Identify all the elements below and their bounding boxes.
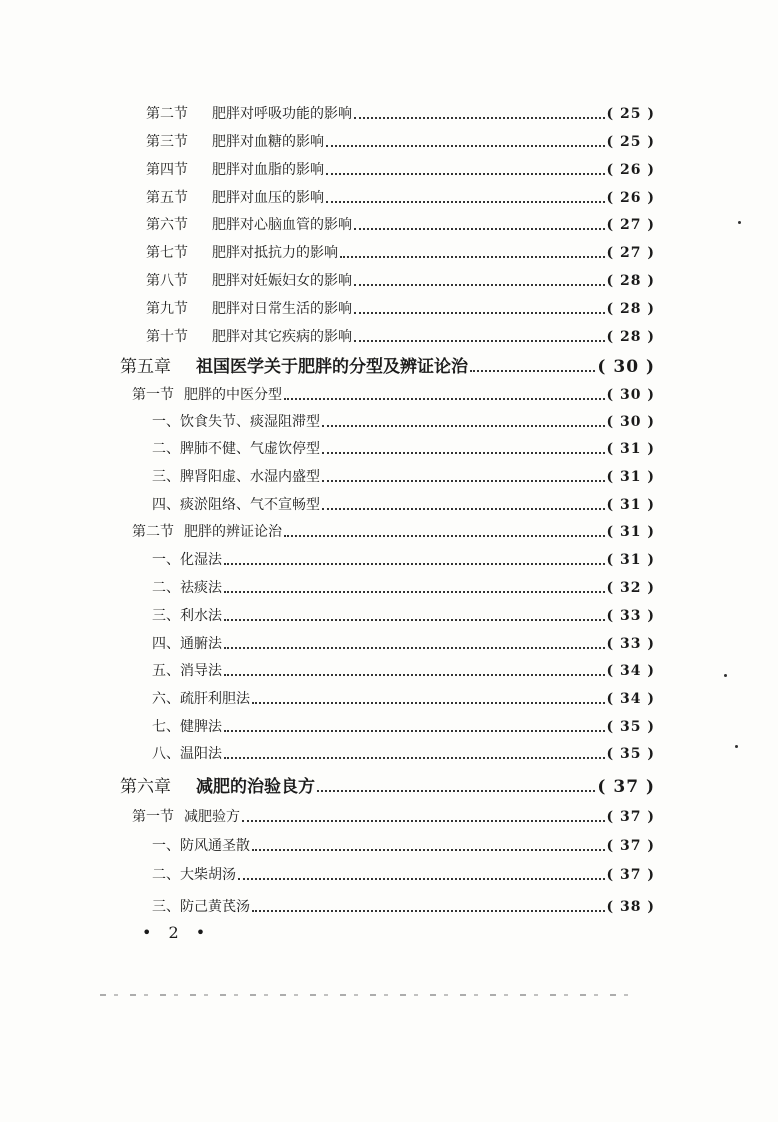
toc-entry [146, 187, 655, 209]
toc-entry-page: ( 31 ) [606, 552, 655, 568]
toc-entry-number: 第六节 [146, 217, 188, 233]
toc-entry [152, 466, 655, 488]
dot-leader [224, 619, 605, 621]
scan-speck [724, 674, 727, 677]
dot-leader [326, 173, 605, 175]
toc-entry [132, 521, 655, 543]
toc-entry-page: ( 37 ) [606, 809, 655, 825]
toc-entry-number: 第四节 [146, 162, 188, 178]
dot-leader [224, 647, 605, 649]
toc-entry [152, 633, 655, 655]
toc-entry-page: ( 35 ) [606, 719, 655, 735]
toc-entry-title: 肥胖对呼吸功能的影响 [212, 106, 352, 122]
toc-entry-number: 第二节 [132, 524, 174, 540]
scan-speck [735, 745, 738, 748]
toc-entry [152, 411, 655, 433]
toc-entry-title: 温阳法 [180, 746, 222, 762]
toc-entry-number: 第五节 [146, 190, 188, 206]
dot-leader [354, 312, 605, 314]
toc-entry [152, 896, 655, 918]
toc-entry-page: ( 33 ) [606, 636, 655, 652]
toc-entry [152, 716, 655, 738]
dot-leader [354, 284, 605, 286]
toc-entry-title: 脾肾阳虚、水湿内盛型 [180, 469, 320, 485]
dot-leader [470, 370, 595, 372]
toc-entry-title: 防风通圣散 [180, 838, 250, 854]
toc-entry-title: 通腑法 [180, 636, 222, 652]
toc-entry-page: ( 26 ) [606, 190, 655, 206]
toc-entry-number: 三、 [152, 899, 180, 915]
toc-entry-page: ( 25 ) [606, 134, 655, 150]
toc-entry-page: ( 30 ) [606, 387, 655, 403]
dot-leader [252, 702, 605, 704]
toc-entry-number: 七、 [152, 719, 180, 735]
toc-entry-title: 肥胖对其它疾病的影响 [212, 329, 352, 345]
dot-leader [224, 730, 605, 732]
toc-entry-title: 肥胖的辨证论治 [184, 524, 282, 540]
toc-entry [152, 494, 655, 516]
toc-entry [120, 776, 655, 798]
toc-entry [152, 577, 655, 599]
toc-entry-number: 一、 [152, 414, 180, 430]
dot-leader [252, 910, 605, 912]
toc-entry-number: 五、 [152, 663, 180, 679]
toc-entry-number: 一、 [152, 838, 180, 854]
dot-leader [322, 452, 605, 454]
toc-entry-title: 减肥的治验良方 [196, 777, 315, 797]
toc-entry-number: 第三节 [146, 134, 188, 150]
toc-entry-title: 大柴胡汤 [180, 867, 236, 883]
toc-entry-title: 肥胖对妊娠妇女的影响 [212, 273, 352, 289]
toc-entry [132, 384, 655, 406]
toc-entry [146, 131, 655, 153]
toc-entry-title: 化湿法 [180, 552, 222, 568]
toc-entry-page: ( 30 ) [606, 414, 655, 430]
toc-entry-title: 脾肺不健、气虚饮停型 [180, 441, 320, 457]
toc-entry [152, 605, 655, 627]
toc-entry-number: 四、 [152, 497, 180, 513]
toc-entry-title: 祛痰法 [180, 580, 222, 596]
toc-entry-title: 健脾法 [180, 719, 222, 735]
toc-entry-page: ( 35 ) [606, 746, 655, 762]
toc-entry-number: 第二节 [146, 106, 188, 122]
dot-leader [317, 790, 595, 792]
dot-leader [322, 508, 605, 510]
toc-entry-title: 减肥验方 [184, 809, 240, 825]
toc-entry [146, 159, 655, 181]
toc-entry [146, 326, 655, 348]
toc-entry-title: 防己黄芪汤 [180, 899, 250, 915]
toc-entry-page: ( 31 ) [606, 441, 655, 457]
dot-leader [224, 563, 605, 565]
toc-entry-title: 肥胖对血脂的影响 [212, 162, 324, 178]
toc-entry [152, 660, 655, 682]
toc-entry-title: 疏肝利胆法 [180, 691, 250, 707]
toc-entry-number: 第七节 [146, 245, 188, 261]
toc-entry [152, 835, 655, 857]
toc-entry-title: 消导法 [180, 663, 222, 679]
scan-artifact-line [100, 994, 630, 996]
toc-entry [146, 242, 655, 264]
toc-entry-number: 第一节 [132, 387, 174, 403]
toc-entry-title: 肥胖对血压的影响 [212, 190, 324, 206]
toc-entry-number: 六、 [152, 691, 180, 707]
toc-entry-page: ( 38 ) [606, 899, 655, 915]
dot-leader [326, 145, 605, 147]
toc-entry-page: ( 26 ) [606, 162, 655, 178]
toc-entry [146, 214, 655, 236]
toc-entry [146, 103, 655, 125]
dot-leader [322, 425, 605, 427]
toc-entry-page: ( 34 ) [606, 691, 655, 707]
toc-entry-page: ( 31 ) [606, 524, 655, 540]
toc-entry-page: ( 37 ) [597, 777, 655, 797]
dot-leader [224, 757, 605, 759]
toc-entry [146, 298, 655, 320]
dot-leader [284, 535, 605, 537]
dot-leader [242, 820, 605, 822]
toc-entry-number: 一、 [152, 552, 180, 568]
toc-entry-page: ( 27 ) [606, 217, 655, 233]
toc-entry-number: 第一节 [132, 809, 174, 825]
dot-leader [252, 849, 605, 851]
page-number: • 2 • [142, 923, 212, 942]
toc-entry-page: ( 30 ) [597, 357, 655, 377]
toc-entry-number: 二、 [152, 441, 180, 457]
dot-leader [340, 256, 605, 258]
toc-entry [152, 549, 655, 571]
dot-leader [224, 591, 605, 593]
toc-entry-number: 第八节 [146, 273, 188, 289]
toc-entry-page: ( 27 ) [606, 245, 655, 261]
dot-leader [354, 340, 605, 342]
toc-entry-title: 祖国医学关于肥胖的分型及辨证论治 [196, 357, 468, 377]
toc-entry-page: ( 37 ) [606, 867, 655, 883]
toc-entry [132, 806, 655, 828]
toc-entry-number: 三、 [152, 469, 180, 485]
toc-entry-number: 二、 [152, 867, 180, 883]
toc-entry [152, 438, 655, 460]
toc-entry-page: ( 28 ) [606, 329, 655, 345]
dot-leader [238, 878, 605, 880]
toc-entry-number: 第五章 [120, 357, 171, 377]
toc-entry-number: 八、 [152, 746, 180, 762]
toc-entry [120, 356, 655, 378]
dot-leader [326, 201, 605, 203]
toc-entry-title: 痰淤阻络、气不宣畅型 [180, 497, 320, 513]
toc-entry-number: 三、 [152, 608, 180, 624]
toc-entry [152, 688, 655, 710]
scan-speck [738, 221, 741, 224]
toc-entry-title: 饮食失节、痰湿阻滞型 [180, 414, 320, 430]
toc-entry-page: ( 28 ) [606, 273, 655, 289]
toc-entry-title: 利水法 [180, 608, 222, 624]
dot-leader [322, 480, 605, 482]
toc-entry-title: 肥胖对日常生活的影响 [212, 301, 352, 317]
dot-leader [354, 117, 605, 119]
toc-entry [146, 270, 655, 292]
toc-entry-number: 第九节 [146, 301, 188, 317]
toc-entry-number: 二、 [152, 580, 180, 596]
toc-entry-page: ( 31 ) [606, 497, 655, 513]
toc-entry-page: ( 32 ) [606, 580, 655, 596]
dot-leader [224, 674, 605, 676]
toc-entry [152, 743, 655, 765]
toc-entry-page: ( 31 ) [606, 469, 655, 485]
dot-leader [354, 228, 605, 230]
toc-entry-title: 肥胖对心脑血管的影响 [212, 217, 352, 233]
toc-entry-number: 第十节 [146, 329, 188, 345]
toc-entry-page: ( 25 ) [606, 106, 655, 122]
toc-entry-page: ( 33 ) [606, 608, 655, 624]
toc-entry-page: ( 37 ) [606, 838, 655, 854]
toc-entry-page: ( 34 ) [606, 663, 655, 679]
toc-entry-title: 肥胖对抵抗力的影响 [212, 245, 338, 261]
toc-entry-title: 肥胖的中医分型 [184, 387, 282, 403]
toc-entry-number: 四、 [152, 636, 180, 652]
toc-entry-number: 第六章 [120, 777, 171, 797]
toc-entry-page: ( 28 ) [606, 301, 655, 317]
dot-leader [284, 398, 605, 400]
toc-entry [152, 864, 655, 886]
toc-entry-title: 肥胖对血糖的影响 [212, 134, 324, 150]
